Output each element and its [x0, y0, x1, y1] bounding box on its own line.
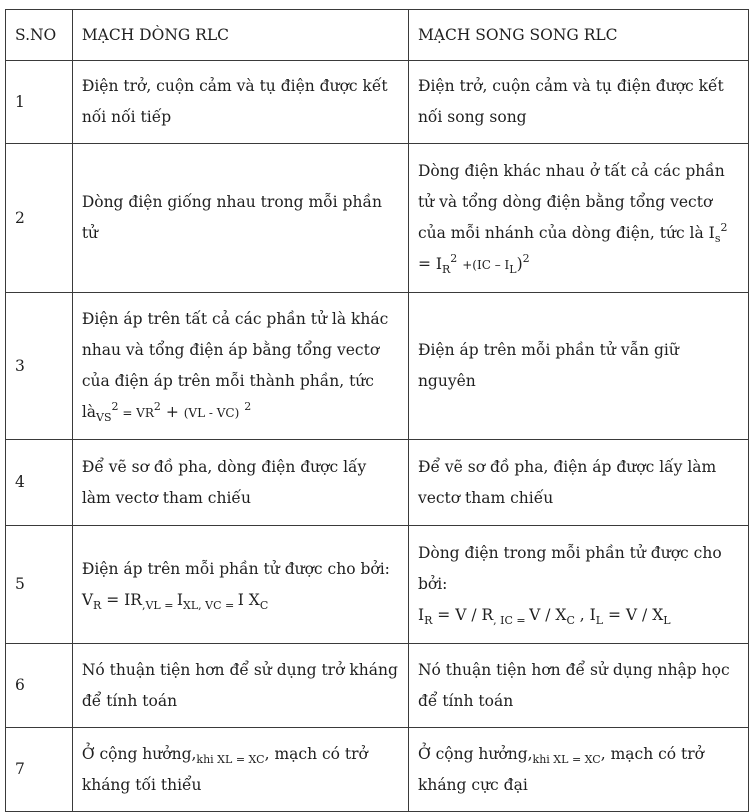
row-number: 5 [6, 526, 73, 644]
series-cell [72, 293, 408, 440]
superscript: 2 [153, 399, 161, 413]
formula-part: V / X [529, 606, 567, 624]
table-row [6, 61, 749, 144]
subscript: khi XL = XC [196, 752, 265, 766]
text: , mạch có trở kháng tối thiểu [81, 744, 368, 794]
text: Điện áp trên tất cả các phần tử là khác nhau và tổng điện áp bằng tổng vectơ của điện áp trên mỗi thành phần, tức là [81, 309, 389, 421]
parallel-cell: Nó thuận tiện hơn để sử dụng nhập học để tính toán [408, 644, 748, 728]
header-row [6, 10, 749, 61]
parallel-cell: Điện trở, cuộn cảm và tụ điện được kết nối song song [408, 61, 748, 144]
series-cell: Để vẽ sơ đồ pha, dòng điện được lấy làm vectơ tham chiếu [72, 440, 408, 526]
parallel-cell [408, 526, 748, 644]
subscript: C [259, 598, 269, 612]
superscript: 2 [450, 251, 458, 265]
formula-part: = IR [101, 590, 142, 609]
row-number: 2 [6, 144, 73, 293]
text: Ở cộng hưởng, [417, 744, 533, 763]
parallel-cell [408, 144, 748, 293]
parallel-cell: Điện áp trên mỗi phần tử vẫn giữ nguyên [408, 293, 748, 440]
row-number: 6 [6, 644, 73, 728]
table-row [6, 728, 749, 812]
row-number: 7 [6, 728, 73, 812]
parallel-cell: Để vẽ sơ đồ pha, điện áp được lấy làm vectơ tham chiếu [408, 440, 748, 526]
formula-part: + [160, 402, 184, 421]
subscript: R [424, 614, 433, 627]
table-row [6, 526, 749, 644]
row-number: 1 [6, 61, 73, 144]
table-row [6, 440, 749, 526]
header-parallel-rlc: MẠCH SONG SONG RLC [408, 10, 748, 61]
formula-part: , I [574, 606, 596, 624]
formula-part: +(IC – I [462, 257, 510, 272]
superscript: 2 [720, 220, 728, 234]
superscript: 2 [244, 399, 252, 413]
subscript: , IC = [493, 614, 530, 627]
subscript: L [663, 614, 671, 627]
subscript: R [441, 262, 451, 276]
text: Dòng điện khác nhau ở tất cả các phần tử và tổng dòng điện bằng tổng vectơ của mỗi nhánh của dòng điện, tức là I [417, 161, 725, 242]
series-cell: Điện trở, cuộn cảm và tụ điện được kết nối nối tiếp [72, 61, 408, 144]
formula-part: = VR [118, 405, 154, 420]
row-number: 3 [6, 293, 73, 440]
formula-part: I X [237, 590, 260, 609]
subscript: s [714, 231, 721, 245]
series-cell [72, 728, 408, 812]
text: , mạch có trở kháng cực đại [417, 744, 705, 794]
formula-part: = V / X [603, 606, 664, 624]
text: Ở cộng hưởng, [81, 744, 197, 763]
subscript: C [566, 614, 575, 627]
subscript: ,VL = [141, 598, 177, 612]
superscript: 2 [522, 251, 530, 265]
formula-part: V [81, 590, 94, 609]
row-number: 4 [6, 440, 73, 526]
header-series-rlc: MẠCH DÒNG RLC [72, 10, 408, 61]
text: Dòng điện trong mỗi phần tử được cho bởi: [417, 544, 722, 593]
comparison-table [5, 9, 749, 812]
formula-part: (VL - VC) [183, 405, 240, 420]
series-cell: Nó thuận tiện hơn để sử dụng trở kháng để tính toán [72, 644, 408, 728]
text: Điện áp trên mỗi phần tử được cho bởi: [81, 559, 390, 578]
table-row [6, 144, 749, 293]
series-cell: Dòng điện giống nhau trong mỗi phần tử [72, 144, 408, 293]
subscript: L [509, 262, 517, 276]
subscript: XL, VC = [183, 598, 238, 612]
formula-part: = I [417, 254, 442, 273]
superscript: 2 [111, 399, 119, 413]
parallel-cell [408, 728, 748, 812]
subscript: khi XL = XC [532, 752, 601, 766]
formula-part: I [417, 606, 425, 624]
formula-part: = V / R [432, 606, 494, 624]
table-row [6, 644, 749, 728]
formula-part: VS [96, 410, 112, 424]
formula-part: ) [516, 254, 523, 273]
header-sno: S.NO [6, 10, 73, 61]
series-cell [72, 526, 408, 644]
formula-part: I [176, 590, 184, 609]
subscript: L [595, 614, 604, 627]
table-row [6, 293, 749, 440]
subscript: R [93, 598, 102, 612]
